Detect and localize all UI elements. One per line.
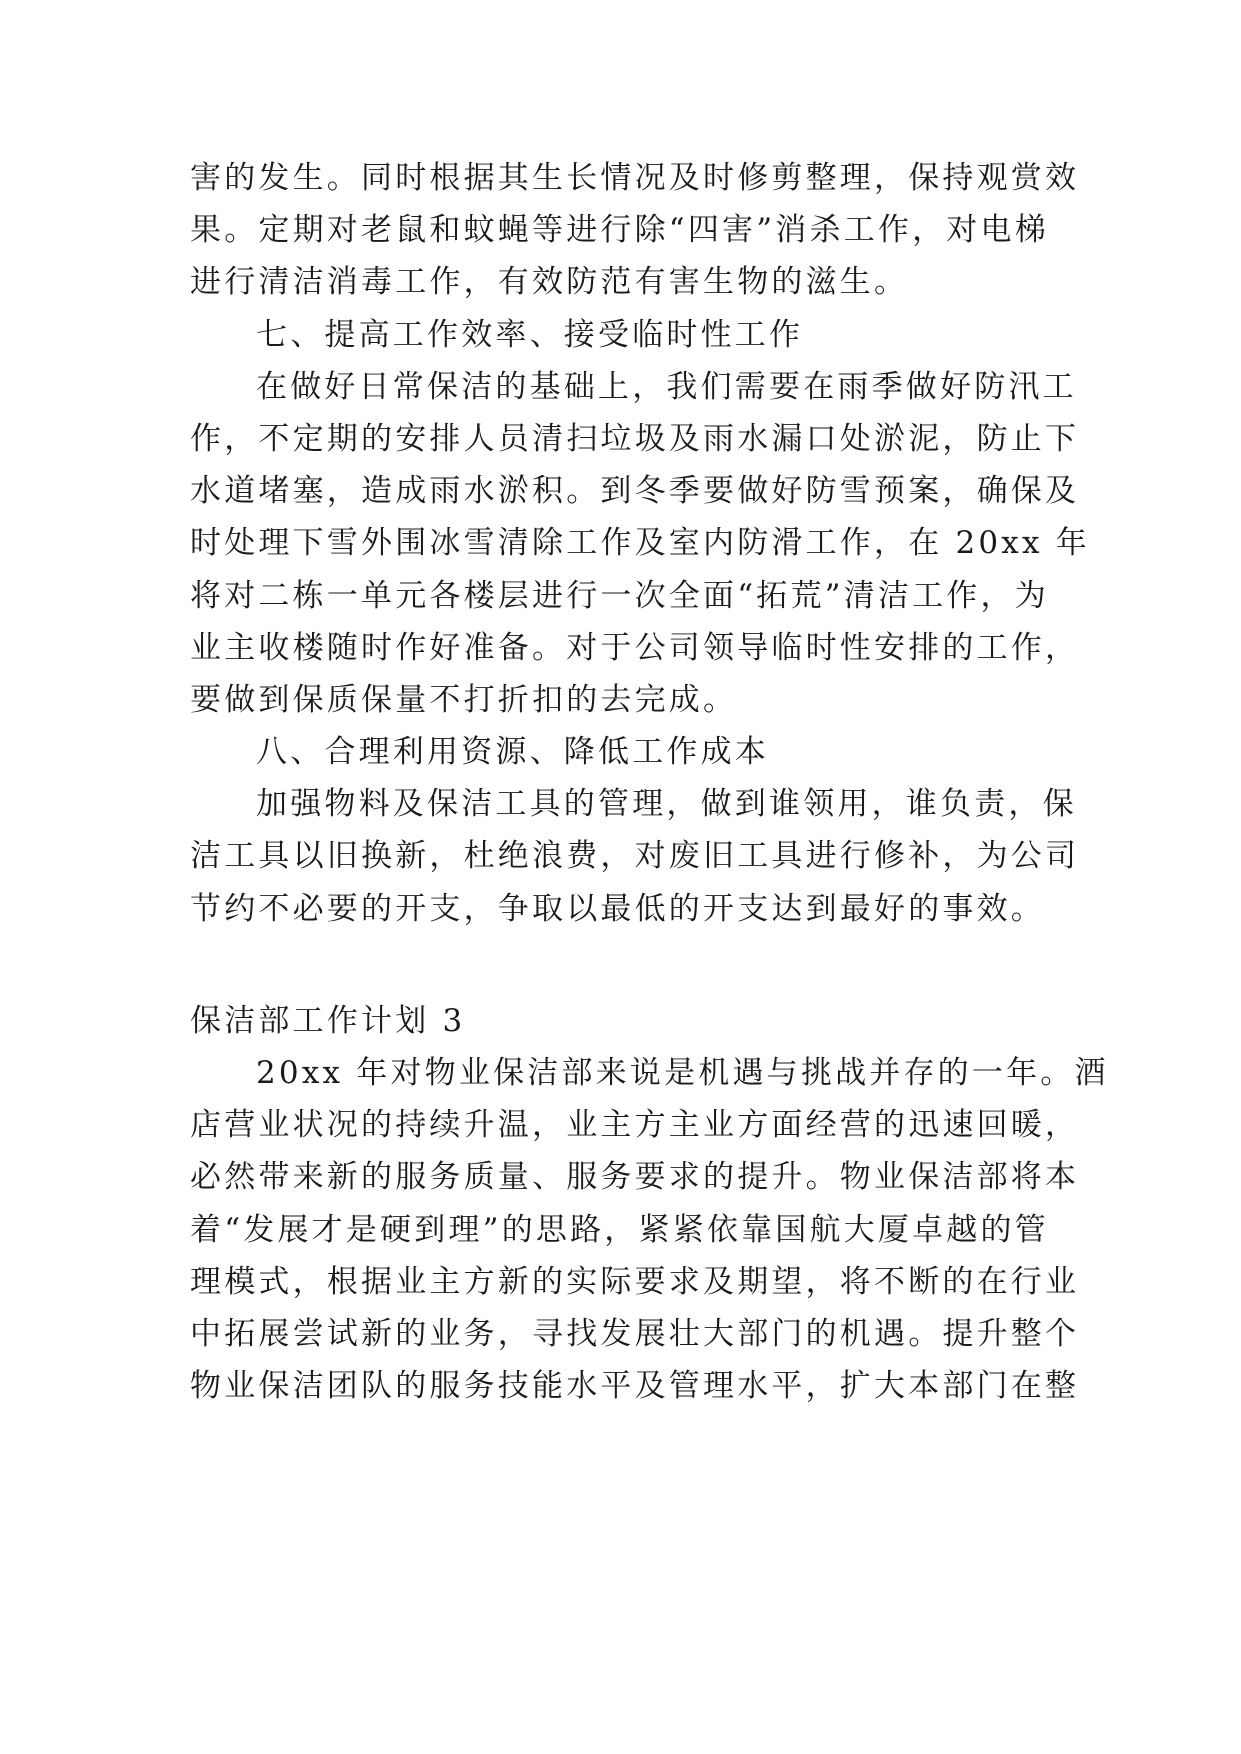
text-line: 进行清洁消毒工作，有效防范有害生物的滋生。 [190,264,909,301]
text-line: 要做到保质保量不打折扣的去完成。 [190,681,738,718]
text-line: 店营业状况的持续升温，业主方主业方面经营的迅速回暖， [190,1107,1080,1144]
text-line: 着“发展才是硬到理”的思路，紧紧依靠国航大厦卓越的管 [190,1211,1049,1248]
body-text-bottom [190,1047,1109,1412]
text-line: 在做好日常保洁的基础上，我们需要在雨季做好防汛工 [256,368,1077,405]
text-line: 时处理下雪外围冰雪清除工作及室内防滑工作，在 20xx 年 [190,525,1090,562]
text-line: 将对二栋一单元各楼层进行一次全面“拓荒”清洁工作，为 [190,577,1049,614]
text-line: 中拓展尝试新的业务，寻找发展壮大部门的机遇。提升整个 [190,1315,1080,1352]
text-line: 理模式，根据业主方新的实际要求及期望，将不断的在行业 [190,1263,1080,1300]
text-line: 加强物料及保洁工具的管理，做到谁领用，谁负责，保 [256,786,1077,823]
text-line: 七、提高工作效率、接受临时性工作 [256,316,804,353]
text-line: 业主收楼随时作好准备。对于公司领导临时性安排的工作， [190,629,1080,666]
text-line: 20xx 年对物业保洁部来说是机遇与挑战并存的一年。酒 [256,1055,1109,1091]
text-line: 水道堵塞，造成雨水淤积。到冬季要做好防雪预案，确保及 [190,473,1080,510]
body-text-top [190,152,1090,935]
section-title: 保洁部工作计划 3 [190,1002,466,1039]
section-gap [190,935,1062,995]
document-page [190,152,1109,1412]
text-line: 必然带来新的服务质量、服务要求的提升。物业保洁部将本 [190,1159,1080,1196]
text-line: 害的发生。同时根据其生长情况及时修剪整理，保持观赏效 [190,160,1080,196]
text-line: 果。定期对老鼠和蚊蝇等进行除“四害”消杀工作，对电梯 [190,212,1049,249]
text-line: 节约不必要的开支，争取以最低的开支达到最好的事效。 [190,890,1045,927]
text-line: 物业保洁团队的服务技能水平及管理水平，扩大本部门在整 [190,1368,1080,1405]
text-line: 八、合理利用资源、降低工作成本 [256,734,769,771]
text-line: 作，不定期的安排人员清扫垃圾及雨水漏口处淤泥，防止下 [190,420,1080,457]
text-line: 洁工具以旧换新，杜绝浪费，对废旧工具进行修补，为公司 [190,838,1080,875]
